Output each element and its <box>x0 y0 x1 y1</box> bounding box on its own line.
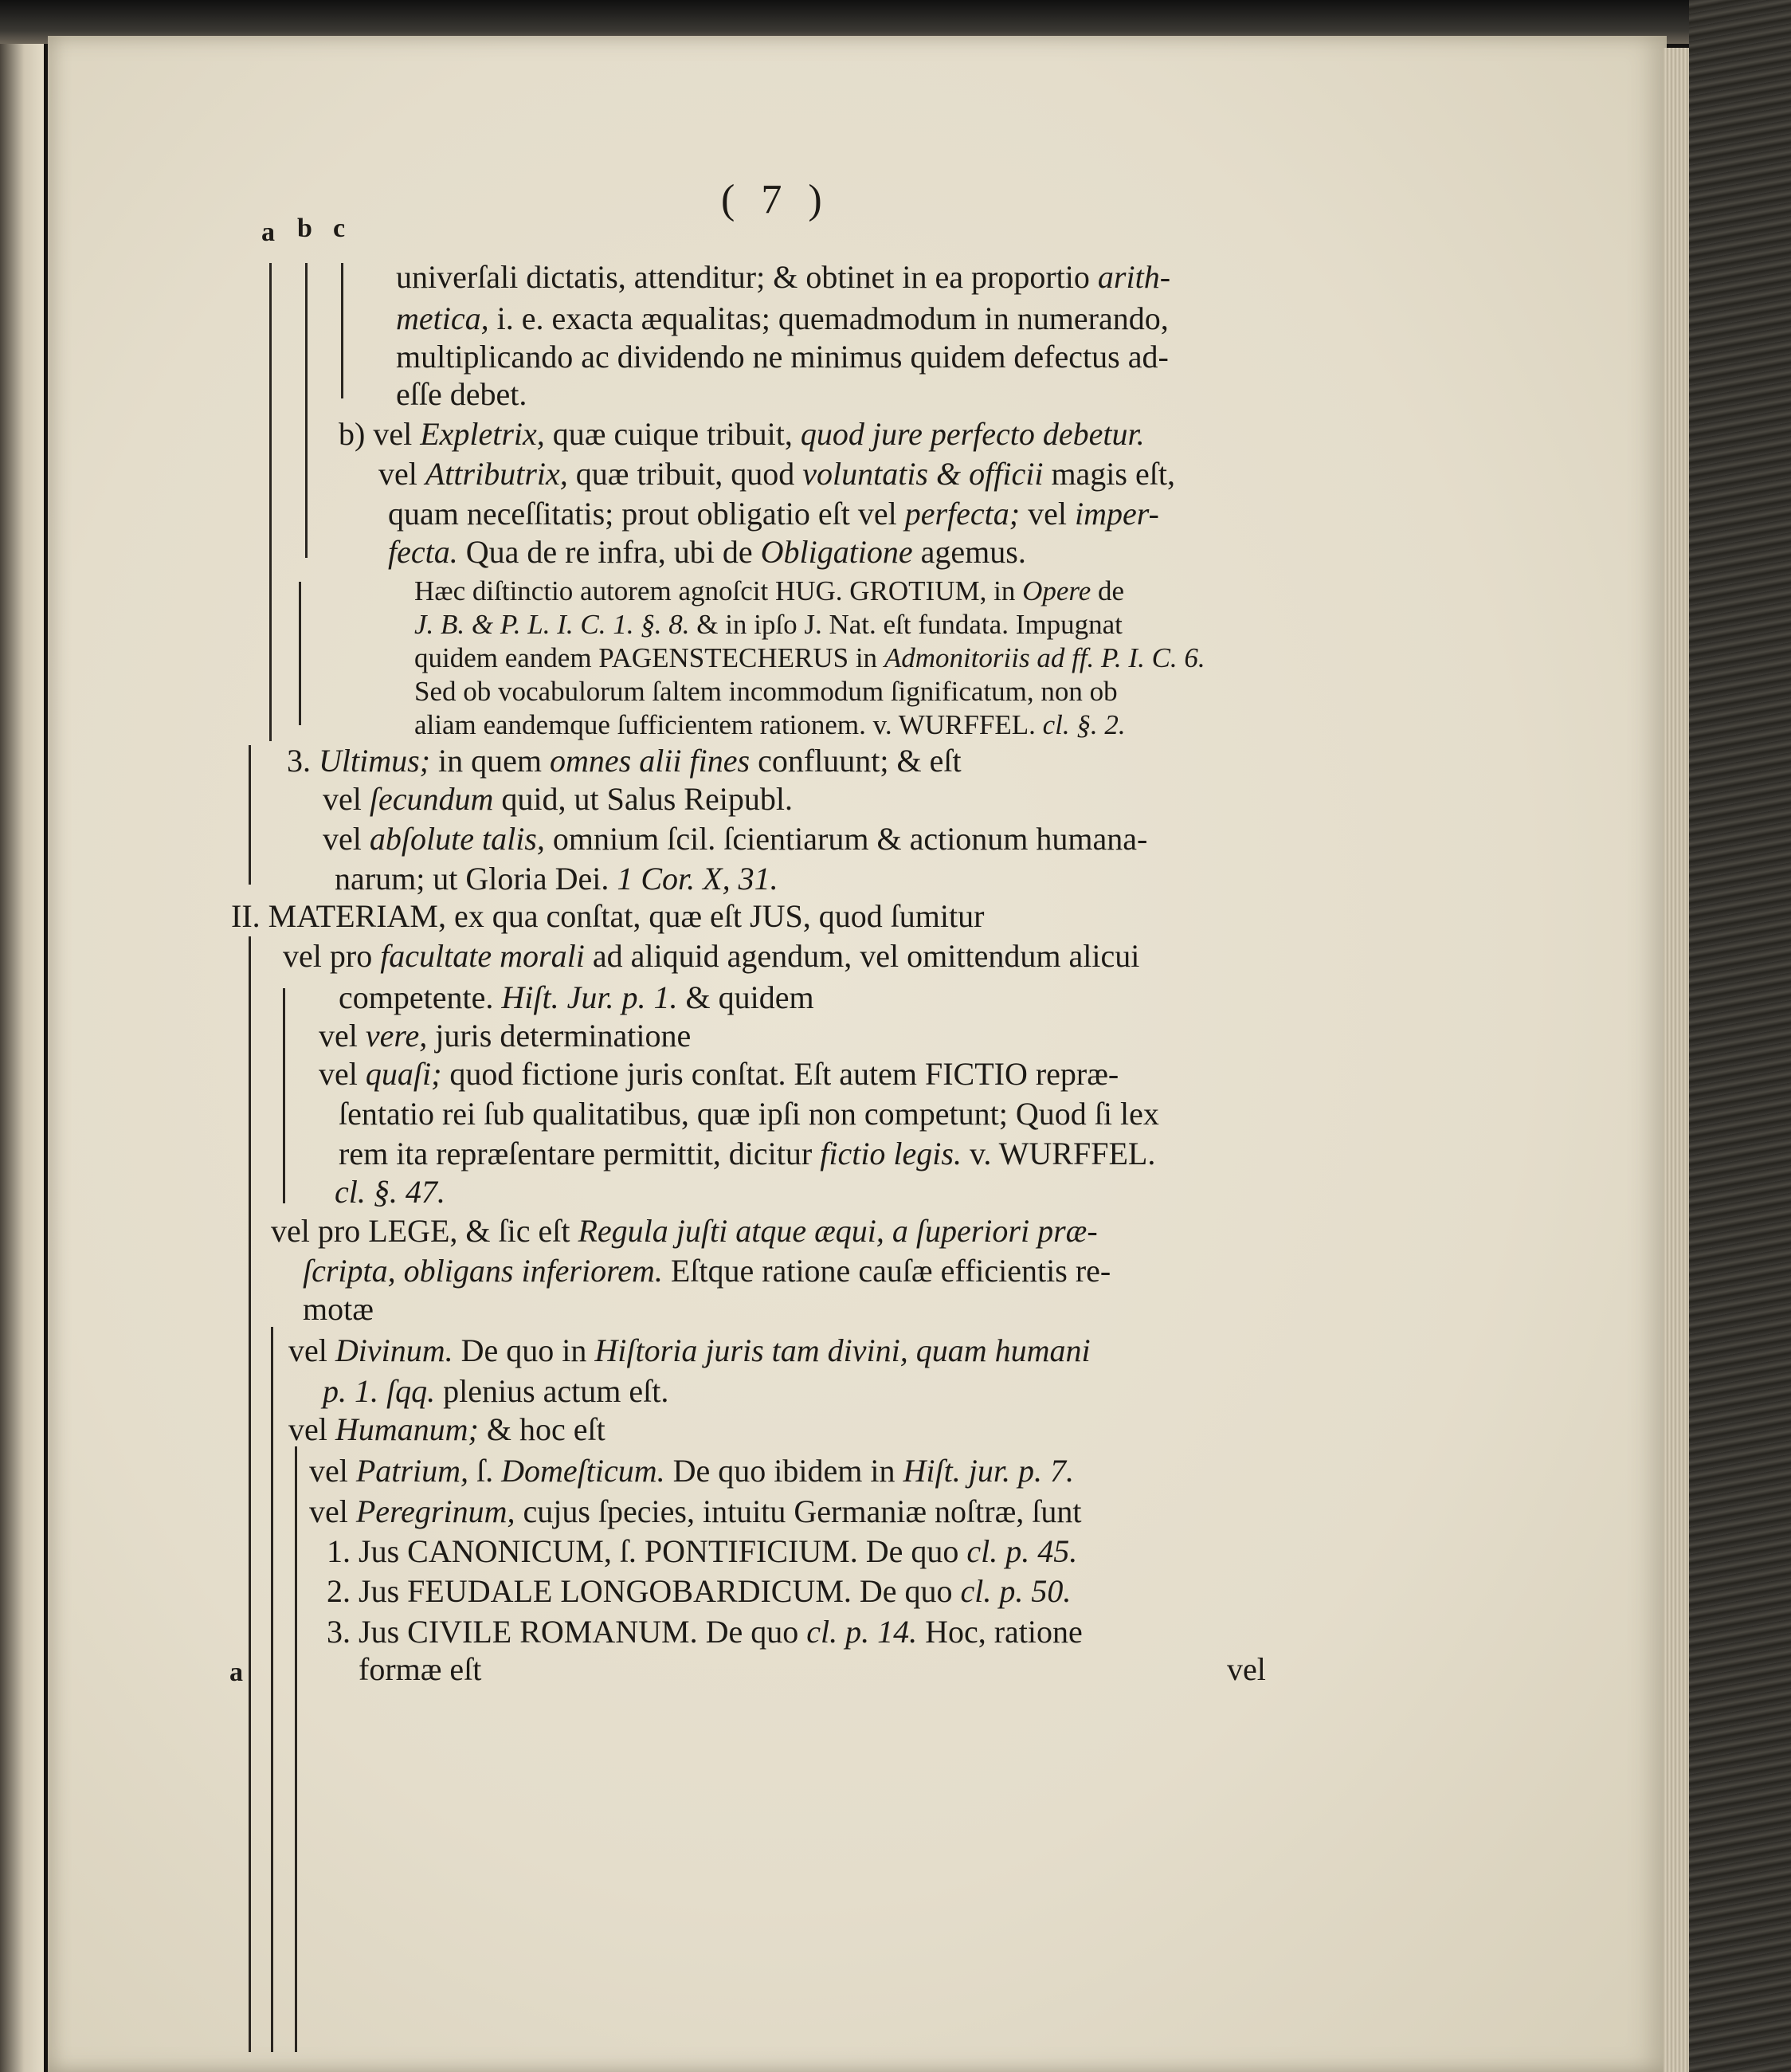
text-run: vel pro LEGE, & ſic eſt <box>271 1213 578 1249</box>
text-line <box>339 418 1145 450</box>
text-run: II. MATERIAM, ex qua conſtat, quæ eſt JUS, quod ſumitur <box>231 898 985 934</box>
text-run: Hæc diſtinctio autorem agnoſcit HUG. GROTIUM, in <box>414 575 1023 606</box>
italic-run: facultate morali <box>380 938 585 974</box>
text-line <box>327 1616 1083 1648</box>
italic-run: Regula juſti atque æqui, a ſuperiori præ- <box>578 1213 1098 1249</box>
text-line <box>309 1493 1082 1529</box>
italic-run: cl. §. 47. <box>335 1174 445 1210</box>
text-run: 3. <box>287 743 319 779</box>
footnote-line <box>414 711 1126 739</box>
italic-run: Hiſtoria juris tam divini, quam humani <box>594 1332 1091 1368</box>
text-run: 2. Jus FEUDALE LONGOBARDICUM. De quo <box>327 1573 961 1609</box>
bracket-rule-ultimus <box>249 745 251 885</box>
text-run: vel <box>323 781 370 817</box>
facing-page-edge <box>0 44 44 2072</box>
text-run: rem ita repræſentare permittit, dicitur <box>339 1136 821 1171</box>
text-line <box>303 1293 374 1325</box>
text-run: ſentatio rei ſub qualitatibus, quæ ipſi non competunt; Quod ſi lex <box>339 1096 1159 1132</box>
text-run: juris determinatione <box>427 1018 692 1054</box>
text-line <box>378 458 1175 490</box>
text-line <box>339 979 814 1015</box>
footnote-line <box>414 644 1205 672</box>
text-run: Sed ob vocabulorum ſaltem incommodum ſignificatum, non ob <box>414 676 1118 707</box>
italic-run: Attributrix, <box>425 456 568 492</box>
italic-run: Hiſt. Jur. p. 1. <box>501 979 678 1015</box>
text-run: univerſali dictatis, attenditur; & obtinet in ea proportio <box>396 259 1098 295</box>
text-line <box>319 1058 1119 1090</box>
text-run: quam neceſſitatis; prout obligatio eſt vel <box>388 496 905 532</box>
italic-run: quaſi; <box>365 1056 442 1092</box>
italic-run: p. 1. ſqq. <box>323 1373 436 1409</box>
italic-run: 1 Cor. X, 31. <box>617 861 778 897</box>
text-run: quid, ut Salus Reipubl. <box>493 781 793 817</box>
text-line <box>388 498 1159 530</box>
italic-run: quod jure perfecto debetur. <box>800 416 1145 452</box>
text-run: in quem <box>430 743 550 779</box>
text-run: quæ cuique tribuit, <box>544 416 801 452</box>
text-run: b) vel <box>339 416 421 452</box>
text-run: quæ tribuit, quod <box>567 456 803 492</box>
bracket-rule-c <box>341 263 343 398</box>
page-number: ( 7 ) <box>721 177 830 222</box>
bracket-rule-b <box>305 263 308 558</box>
text-run: De quo in <box>453 1332 595 1368</box>
book-cover-edge <box>1689 0 1791 2072</box>
text-line <box>288 1411 605 1447</box>
text-run: v. WURFFEL. <box>961 1136 1156 1171</box>
italic-run: Domeſticum. <box>501 1453 665 1489</box>
text-run: vel <box>378 456 425 492</box>
text-run: vel <box>1020 496 1075 532</box>
text-run: eſſe debet. <box>396 376 527 412</box>
text-run: competente. <box>339 979 502 1015</box>
italic-run: ſcripta, obligans inferiorem. <box>303 1253 663 1289</box>
text-run: ſ. <box>468 1453 502 1489</box>
italic-run: metica, <box>396 300 489 336</box>
italic-run: Expletrix, <box>420 416 545 452</box>
italic-run: arith- <box>1097 259 1171 295</box>
column-label-b: b <box>297 214 312 243</box>
text-line <box>323 783 793 815</box>
text-line <box>287 745 962 777</box>
italic-run: perfecta; <box>904 496 1021 532</box>
italic-run: voluntatis & officii <box>802 456 1044 492</box>
text-run: vel <box>288 1411 335 1447</box>
text-line <box>339 1098 1159 1130</box>
text-run: aliam eandemque ſufficientem rationem. v. WURFFEL. <box>414 709 1043 740</box>
italic-run: Peregrinum, <box>355 1493 515 1529</box>
text-line <box>288 1332 1091 1368</box>
text-run: de <box>1091 575 1125 606</box>
italic-run: cl. p. 50. <box>960 1573 1072 1609</box>
bracket-rule-footnote <box>299 582 301 725</box>
text-line <box>323 823 1147 855</box>
italic-run: imper- <box>1074 496 1159 532</box>
text-run: vel pro <box>283 938 381 974</box>
bracket-rule-facultate <box>283 988 285 1203</box>
italic-run: cl. p. 14. <box>806 1614 918 1650</box>
text-run: 1. Jus CANONICUM, ſ. PONTIFICIUM. De quo <box>327 1533 967 1569</box>
text-run: motæ <box>303 1291 374 1327</box>
text-line <box>335 863 778 895</box>
italic-run: Ultimus; <box>319 743 430 779</box>
text-line <box>327 1533 1078 1569</box>
text-run: i. e. exacta æqualitas; quemadmodum in numerando, <box>488 300 1169 336</box>
catchword: vel <box>1227 1651 1266 1687</box>
italic-run: Obligatione <box>760 534 913 570</box>
text-line <box>359 1651 482 1687</box>
italic-run: Humanum; <box>335 1411 479 1447</box>
text-run: quod fictione juris conſtat. Eſt autem FICTIO repræ- <box>441 1056 1119 1092</box>
text-run: & hoc eſt <box>478 1411 605 1447</box>
text-run: omnium ſcil. ſcientiarum & actionum humana- <box>544 821 1148 857</box>
text-line <box>396 376 527 412</box>
text-run: quidem eandem PAGENSTECHERUS in <box>414 642 884 673</box>
text-run: Hoc, ratione <box>917 1614 1083 1650</box>
text-line <box>309 1455 1074 1487</box>
text-line <box>396 341 1169 373</box>
bracket-rule-humanum <box>295 1446 297 2052</box>
text-run: plenius actum eſt. <box>435 1373 669 1409</box>
text-line <box>339 1138 1155 1170</box>
text-run: multiplicando ac dividendo ne minimus quidem defectus ad- <box>396 339 1169 375</box>
text-line <box>271 1215 1098 1247</box>
text-run: Qua de re infra, ubi de <box>457 534 761 570</box>
italic-run: Divinum. <box>335 1332 453 1368</box>
text-line <box>396 300 1169 336</box>
column-label-c: c <box>333 214 346 243</box>
bracket-rule-materiam <box>249 936 251 2052</box>
text-run: formæ eſt <box>359 1651 482 1687</box>
text-line <box>323 1375 668 1407</box>
text-run: magis eſt, <box>1043 456 1175 492</box>
italic-run: abſolute talis, <box>369 821 545 857</box>
text-run: vel <box>309 1453 356 1489</box>
italic-run: J. B. & P. L. I. C. 1. §. 8. <box>414 609 690 640</box>
text-run: & in ipſo J. Nat. eſt fundata. Impugnat <box>689 609 1123 640</box>
text-line <box>396 261 1170 293</box>
text-line <box>327 1573 1072 1609</box>
italic-run: omnes alii fines <box>549 743 750 779</box>
text-line <box>319 1020 691 1052</box>
text-run: vel <box>309 1493 356 1529</box>
text-line <box>303 1255 1111 1287</box>
footer-column-label: a <box>229 1658 243 1687</box>
italic-run: ſecundum <box>369 781 494 817</box>
text-run: vel <box>323 821 370 857</box>
text-run: & quidem <box>677 979 814 1015</box>
italic-run: Patrium, <box>355 1453 468 1489</box>
text-run: confluunt; & eſt <box>750 743 962 779</box>
bracket-rule-lege <box>271 1327 273 2052</box>
italic-run: cl. §. 2. <box>1042 709 1126 740</box>
text-run: ad aliquid agendum, vel omittendum alicui <box>584 938 1140 974</box>
text-line <box>335 1176 445 1208</box>
italic-run: Opere <box>1022 575 1091 606</box>
footnote-line <box>414 610 1123 638</box>
text-run: vel <box>319 1018 366 1054</box>
italic-run: Admonitoriis ad ff. P. I. C. 6. <box>884 642 1205 673</box>
italic-run: fecta. <box>388 534 458 570</box>
text-run: 3. Jus CIVILE ROMANUM. De quo <box>327 1614 807 1650</box>
text-run: De quo ibidem in <box>664 1453 903 1489</box>
italic-run: cl. p. 45. <box>966 1533 1078 1569</box>
footnote-line <box>414 677 1118 705</box>
text-run: narum; ut Gloria Dei. <box>335 861 617 897</box>
italic-run: fictio legis. <box>820 1136 962 1171</box>
text-run: agemus. <box>912 534 1026 570</box>
column-label-a: a <box>261 218 275 247</box>
text-run: vel <box>288 1332 335 1368</box>
footnote-line <box>414 577 1124 605</box>
italic-run: vere, <box>365 1018 428 1054</box>
section-heading-line <box>231 898 985 934</box>
italic-run: Hiſt. jur. p. 7. <box>903 1453 1074 1489</box>
text-line <box>388 536 1026 568</box>
text-run: cujus ſpecies, intuitu Germaniæ noſtræ, ſunt <box>515 1493 1082 1529</box>
text-line <box>283 940 1139 972</box>
text-run: Eſtque ratione cauſæ efficientis re- <box>662 1253 1111 1289</box>
bracket-rule-a <box>269 263 272 741</box>
text-run: vel <box>319 1056 366 1092</box>
